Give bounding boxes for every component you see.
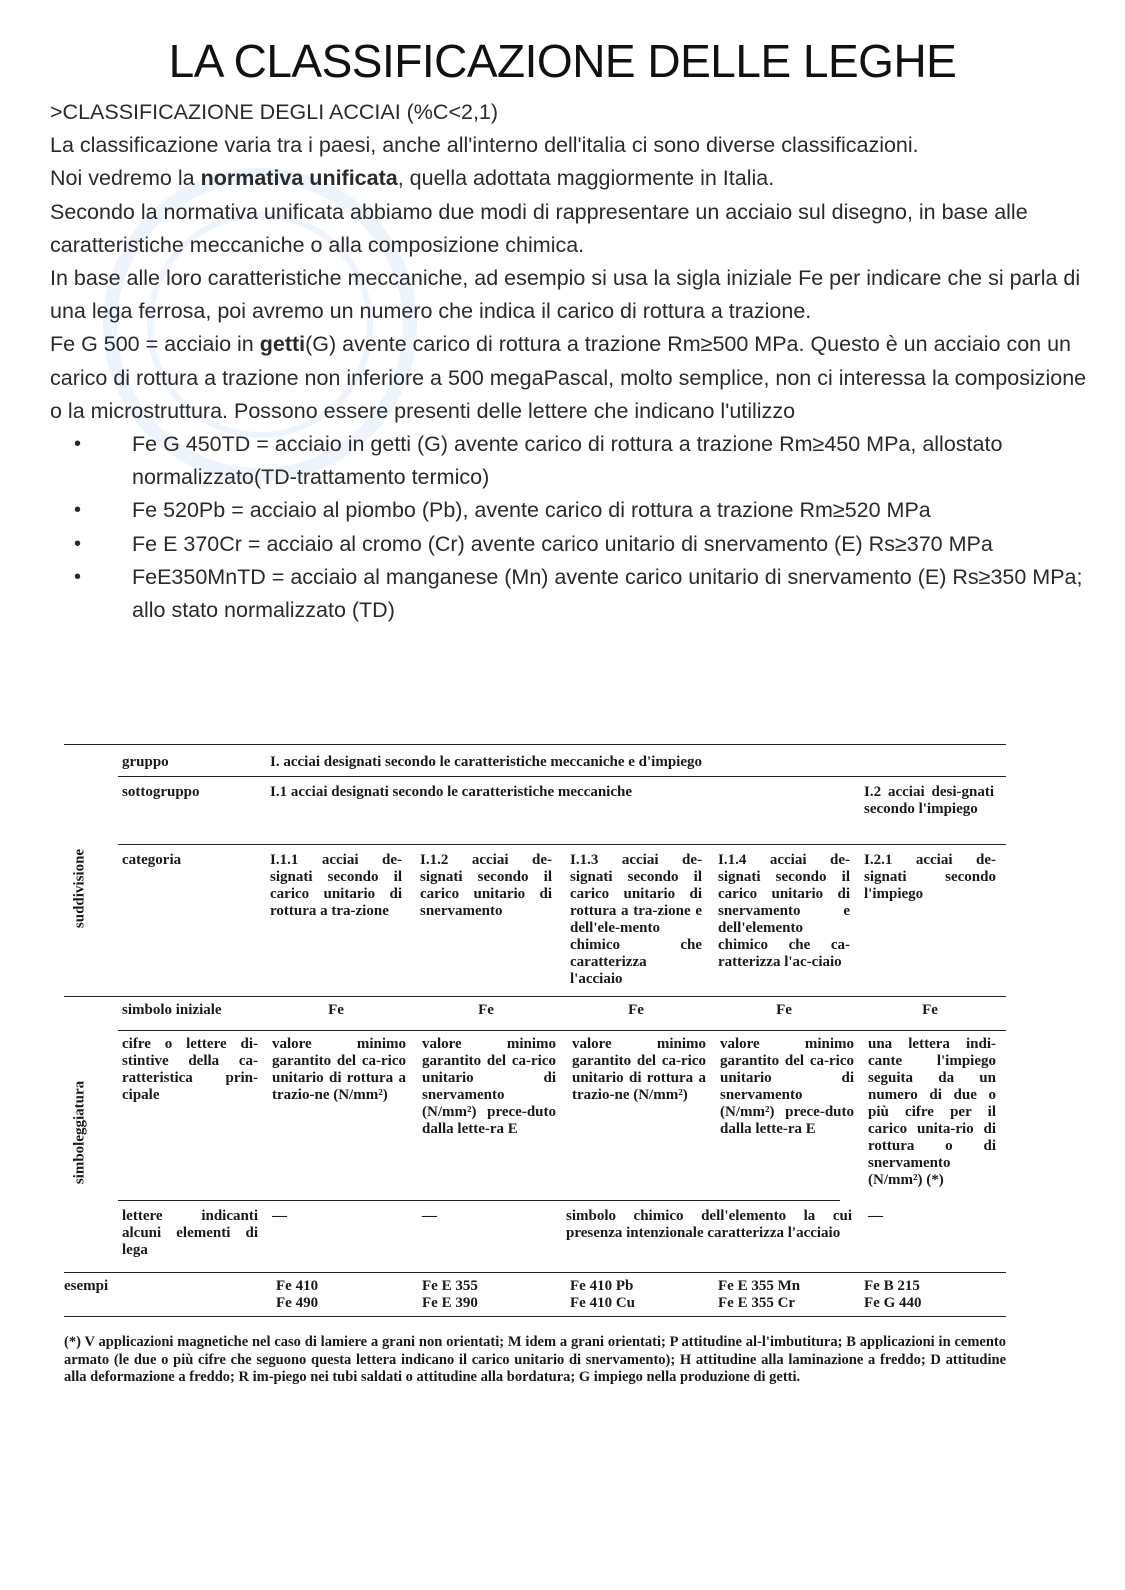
table-rule xyxy=(64,996,1006,997)
side-label-simboleggiatura: simboleggiatura xyxy=(71,1080,88,1185)
esempio-3a: Fe 410 Pb xyxy=(570,1278,634,1294)
table-rule xyxy=(64,1316,1006,1317)
cifre-2: valore minimo garantito del ca-rico unitario di snervamento (N/mm²) prece-duto dalla lette-ra E xyxy=(422,1036,556,1137)
list-item: • Fe G 450TD = acciaio in getti (G) avente carico di rottura a trazione Rm≥450 MPa, allostato normalizzato(TD-trattamento termico) xyxy=(50,428,1090,494)
categoria-3: I.1.3 acciai de-signati secondo il carico unitario di rottura a tra-zione e dell'ele-mento chimico che caratterizza l'acciaio xyxy=(570,852,702,987)
esempio-2a: Fe E 355 xyxy=(422,1278,478,1294)
body-text xyxy=(50,96,1090,627)
cifre-4: valore minimo garantito del ca-rico unitario di snervamento (N/mm²) prece-duto dalla lette-ra E xyxy=(720,1036,854,1137)
table-rule xyxy=(118,776,1006,777)
bold-term: getti xyxy=(259,332,306,357)
row-label-sottogruppo: sottogruppo xyxy=(122,784,200,800)
text-span: Fe G 500 = acciaio in xyxy=(50,332,260,357)
gruppo-value: I. acciai designati secondo le caratteristiche meccaniche e d'impiego xyxy=(270,754,702,770)
esempio-1a: Fe 410 xyxy=(276,1278,319,1294)
bullet-list xyxy=(50,428,1090,627)
row-label-esempi: esempi xyxy=(64,1278,109,1294)
paragraph: La classificazione varia tra i paesi, anche all'interno dell'italia ci sono diverse classificazioni. xyxy=(50,133,919,158)
classification-table xyxy=(50,734,1020,1428)
paragraph: Secondo la normativa unificata abbiamo due modi di rappresentare un acciaio sul disegno, in base alle caratteristiche meccaniche o alla composizione chimica. xyxy=(50,199,1028,257)
esempio-3b: Fe 410 Cu xyxy=(570,1295,635,1311)
esempio-5b: Fe G 440 xyxy=(864,1295,922,1311)
lettere-2: — xyxy=(422,1208,437,1224)
cifre-5: una lettera indi-cante l'impiego seguita da un numero di due o più cifre per il carico unita-rio di rottura o di snervamento (N/mm²) (*) xyxy=(868,1036,996,1188)
list-item: • Fe 520Pb = acciaio al piombo (Pb), avente carico di rottura a trazione Rm≥520 MPa xyxy=(50,494,1090,527)
table-rule xyxy=(118,1200,840,1201)
paragraph: In base alle loro caratteristiche meccaniche, ad esempio si usa la sigla iniziale Fe per indicare che si parla di una lega ferrosa, poi avremo un numero che indica il carico di rottura a trazione. xyxy=(50,266,1081,324)
table-footnote: (*) V applicazioni magnetiche nel caso di lamiere a grani non orientati; M idem a grani orientati; P attitudine al-l'imbutitura; B applicazioni in cemento armato (le due o più cifre che seguono questa lettera indicano il carico unitario di snervamento); H attitudine alla laminazione a freddo; D attitudine alla deformazione a freddo; R im-piego nei tubi saldati o attitudine alla bordatura; G impiego nella produzione di getti. xyxy=(64,1334,1006,1385)
list-item: • FeE350MnTD = acciaio al manganese (Mn) avente carico unitario di snervamento (E) Rs≥350 MPa; allo stato normalizzato (TD) xyxy=(50,561,1090,627)
list-item: • Fe E 370Cr = acciaio al cromo (Cr) avente carico unitario di snervamento (E) Rs≥370 MPa xyxy=(50,528,1090,561)
table-rule xyxy=(118,1030,1006,1031)
table-rule xyxy=(64,744,1006,745)
esempio-4a: Fe E 355 Mn xyxy=(718,1278,801,1294)
text-span: Noi vedremo la xyxy=(50,166,201,191)
text-span: , quella adottata maggiormente in Italia. xyxy=(397,166,775,191)
categoria-5: I.2.1 acciai de-signati secondo l'impiego xyxy=(864,852,996,902)
lettere-5: — xyxy=(868,1208,883,1224)
section-heading: >CLASSIFICAZIONE DEGLI ACCIAI (%C<2,1) xyxy=(50,100,499,124)
side-label-suddivisione: suddivisione xyxy=(71,848,88,929)
sottogruppo-1: I.1 acciai designati secondo le caratteristiche meccaniche xyxy=(270,784,632,800)
table-rule xyxy=(64,1272,1006,1273)
simbolo-2: Fe xyxy=(478,1002,494,1018)
paragraph xyxy=(50,162,1090,195)
categoria-1: I.1.1 acciai de-signati secondo il carico unitario di rottura a tra-zione xyxy=(270,852,402,919)
bold-term: normativa unificata xyxy=(200,166,398,191)
esempio-2b: Fe E 390 xyxy=(422,1295,478,1311)
simbolo-5: Fe xyxy=(922,1002,938,1018)
cifre-3: valore minimo garantito del ca-rico unitario di rottura a trazio-ne (N/mm²) xyxy=(572,1036,706,1103)
simbolo-3: Fe xyxy=(628,1002,644,1018)
sottogruppo-2: I.2 acciai desi-gnati secondo l'impiego xyxy=(864,784,994,817)
categoria-2: I.1.2 acciai de-signati secondo il carico unitario di snervamento xyxy=(420,852,552,919)
esempio-5a: Fe B 215 xyxy=(864,1278,920,1294)
categoria-4: I.1.4 acciai de-signati secondo il carico unitario di snervamento e dell'elemento chimico che ca-ratterizza l'ac-ciaio xyxy=(718,852,850,970)
row-label-simbolo: simbolo iniziale xyxy=(122,1002,222,1018)
simbolo-4: Fe xyxy=(776,1002,792,1018)
cifre-1: valore minimo garantito del ca-rico unitario di rottura a trazio-ne (N/mm²) xyxy=(272,1036,406,1103)
lettere-1: — xyxy=(272,1208,287,1224)
esempio-4b: Fe E 355 Cr xyxy=(718,1295,796,1311)
row-label-cifre: cifre o lettere di-stintive della ca-ratteristica prin-cipale xyxy=(122,1036,258,1103)
simbolo-1: Fe xyxy=(328,1002,344,1018)
page-title: LA CLASSIFICAZIONE DELLE LEGHE xyxy=(168,35,957,87)
row-label-categoria: categoria xyxy=(122,852,182,868)
text-span: (G) avente carico di rottura a trazione Rm≥500 MPa. Questo è un acciaio con un carico di rottura a trazione non inferiore a 500 megaPascal, molto semplice, non ci interessa la composizione o la microstruttura. Possono essere presenti delle lettere che indicano l'utilizzo xyxy=(50,332,1087,423)
row-label-lettere: lettere indicanti alcuni elementi di lega xyxy=(122,1208,258,1258)
lettere-3: simbolo chimico dell'elemento la cui presenza intenzionale caratterizza l'acciaio xyxy=(566,1208,852,1241)
paragraph xyxy=(50,328,1090,428)
row-label-gruppo: gruppo xyxy=(122,754,169,770)
table-rule xyxy=(118,844,1006,845)
esempio-1b: Fe 490 xyxy=(276,1295,319,1311)
